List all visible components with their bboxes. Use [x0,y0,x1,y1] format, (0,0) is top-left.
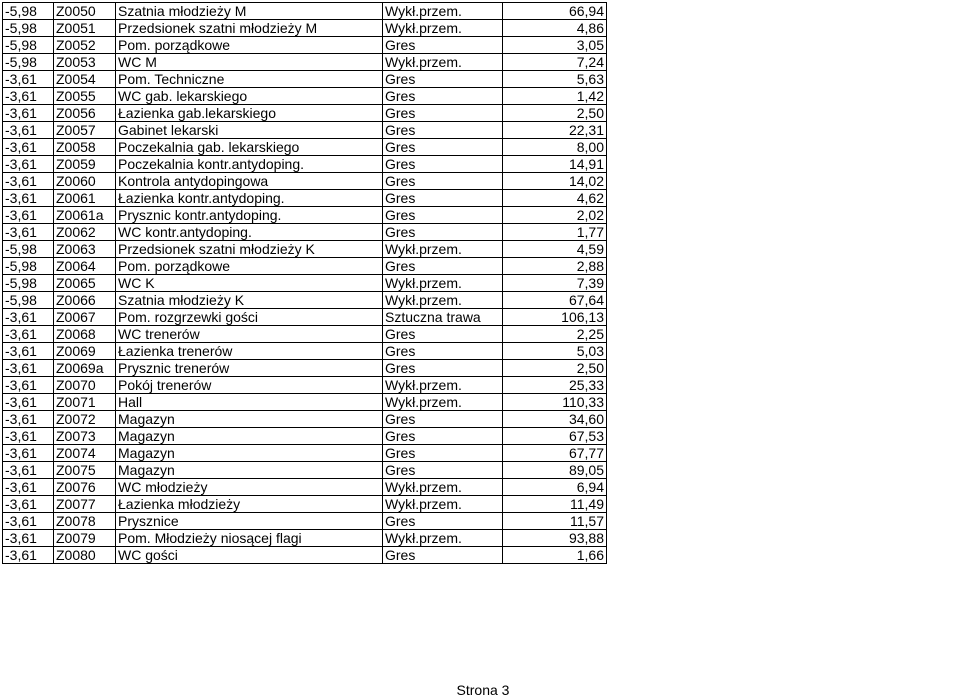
room-code-cell: Z0052 [54,37,116,54]
area-cell: 11,57 [503,513,607,530]
area-cell: 67,64 [503,292,607,309]
room-name-cell: WC kontr.antydoping. [116,224,383,241]
area-cell: 66,94 [503,3,607,20]
room-name-cell: Pokój trenerów [116,377,383,394]
table-row [3,207,607,224]
table-row [3,428,607,445]
room-code-cell: Z0062 [54,224,116,241]
area-cell: 14,91 [503,156,607,173]
room-name-cell: Przedsionek szatni młodzieży M [116,20,383,37]
floor-type-cell: Sztuczna trawa [383,309,503,326]
level-cell: -3,61 [3,530,54,547]
area-cell: 1,77 [503,224,607,241]
floor-type-cell: Gres [383,105,503,122]
level-cell: -5,98 [3,3,54,20]
table-row [3,190,607,207]
floor-type-cell: Wykł.przem. [383,479,503,496]
table-row [3,479,607,496]
table-row [3,360,607,377]
level-cell: -3,61 [3,479,54,496]
area-cell: 7,24 [503,54,607,71]
level-cell: -3,61 [3,360,54,377]
floor-type-cell: Gres [383,462,503,479]
level-cell: -3,61 [3,547,54,564]
room-name-cell: Prysznic kontr.antydoping. [116,207,383,224]
table-row [3,156,607,173]
room-code-cell: Z0060 [54,173,116,190]
table-row [3,71,607,88]
room-name-cell: Szatnia młodzieży M [116,3,383,20]
room-name-cell: WC gości [116,547,383,564]
room-code-cell: Z0059 [54,156,116,173]
level-cell: -3,61 [3,343,54,360]
table-row [3,343,607,360]
table-row [3,377,607,394]
level-cell: -5,98 [3,54,54,71]
room-name-cell: Gabinet lekarski [116,122,383,139]
level-cell: -3,61 [3,513,54,530]
table-row [3,275,607,292]
floor-type-cell: Gres [383,122,503,139]
area-cell: 106,13 [503,309,607,326]
room-code-cell: Z0067 [54,309,116,326]
floor-type-cell: Gres [383,343,503,360]
table-row [3,241,607,258]
floor-type-cell: Wykł.przem. [383,530,503,547]
room-name-cell: Poczekalnia gab. lekarskiego [116,139,383,156]
area-cell: 67,53 [503,428,607,445]
room-code-cell: Z0056 [54,105,116,122]
level-cell: -3,61 [3,377,54,394]
room-name-cell: Łazienka młodzieży [116,496,383,513]
area-cell: 25,33 [503,377,607,394]
room-code-cell: Z0057 [54,122,116,139]
level-cell: -3,61 [3,428,54,445]
room-code-cell: Z0068 [54,326,116,343]
floor-type-cell: Gres [383,326,503,343]
table-row [3,258,607,275]
table-row [3,462,607,479]
level-cell: -3,61 [3,445,54,462]
floor-type-cell: Gres [383,156,503,173]
area-cell: 89,05 [503,462,607,479]
room-name-cell: Łazienka kontr.antydoping. [116,190,383,207]
room-code-cell: Z0072 [54,411,116,428]
page-number: Strona 3 [456,682,510,698]
floor-type-cell: Gres [383,258,503,275]
room-name-cell: Magazyn [116,445,383,462]
area-cell: 93,88 [503,530,607,547]
room-code-cell: Z0069 [54,343,116,360]
room-name-cell: Hall [116,394,383,411]
floor-type-cell: Gres [383,445,503,462]
table-row [3,496,607,513]
level-cell: -5,98 [3,20,54,37]
room-name-cell: Magazyn [116,428,383,445]
floor-type-cell: Wykł.przem. [383,275,503,292]
level-cell: -3,61 [3,394,54,411]
room-name-cell: Pom. Techniczne [116,71,383,88]
floor-type-cell: Wykł.przem. [383,394,503,411]
room-code-cell: Z0063 [54,241,116,258]
room-code-cell: Z0078 [54,513,116,530]
floor-type-cell: Gres [383,224,503,241]
room-name-cell: Łazienka trenerów [116,343,383,360]
area-cell: 2,50 [503,105,607,122]
room-name-cell: Pom. rozgrzewki gości [116,309,383,326]
table-row [3,445,607,462]
level-cell: -5,98 [3,258,54,275]
floor-type-cell: Gres [383,360,503,377]
room-code-cell: Z0071 [54,394,116,411]
table-row [3,326,607,343]
room-code-cell: Z0076 [54,479,116,496]
room-name-cell: WC młodzieży [116,479,383,496]
room-name-cell: Pom. porządkowe [116,37,383,54]
area-cell: 1,66 [503,547,607,564]
floor-type-cell: Gres [383,513,503,530]
floor-type-cell: Gres [383,88,503,105]
table-row [3,37,607,54]
floor-type-cell: Gres [383,37,503,54]
area-cell: 1,42 [503,88,607,105]
area-cell: 2,25 [503,326,607,343]
room-code-cell: Z0073 [54,428,116,445]
level-cell: -3,61 [3,224,54,241]
floor-type-cell: Wykł.przem. [383,241,503,258]
table-row [3,139,607,156]
room-code-cell: Z0053 [54,54,116,71]
area-cell: 3,05 [503,37,607,54]
table-row [3,530,607,547]
area-cell: 22,31 [503,122,607,139]
area-cell: 110,33 [503,394,607,411]
level-cell: -3,61 [3,71,54,88]
table-row [3,411,607,428]
level-cell: -3,61 [3,88,54,105]
area-cell: 2,88 [503,258,607,275]
floor-type-cell: Gres [383,547,503,564]
level-cell: -3,61 [3,462,54,479]
room-code-cell: Z0055 [54,88,116,105]
level-cell: -5,98 [3,37,54,54]
area-cell: 6,94 [503,479,607,496]
room-name-cell: WC trenerów [116,326,383,343]
area-cell: 2,50 [503,360,607,377]
rooms-table-body [3,3,607,564]
level-cell: -3,61 [3,173,54,190]
room-name-cell: Pom. Młodzieży niosącej flagi [116,530,383,547]
level-cell: -3,61 [3,122,54,139]
room-code-cell: Z0061a [54,207,116,224]
room-code-cell: Z0066 [54,292,116,309]
level-cell: -3,61 [3,411,54,428]
area-cell: 14,02 [503,173,607,190]
table-row [3,513,607,530]
floor-type-cell: Wykł.przem. [383,292,503,309]
room-name-cell: Przedsionek szatni młodzieży K [116,241,383,258]
floor-type-cell: Wykł.przem. [383,20,503,37]
room-code-cell: Z0061 [54,190,116,207]
room-code-cell: Z0051 [54,20,116,37]
floor-type-cell: Gres [383,411,503,428]
level-cell: -3,61 [3,309,54,326]
table-row [3,88,607,105]
floor-type-cell: Gres [383,173,503,190]
room-name-cell: Magazyn [116,462,383,479]
room-name-cell: Prysznice [116,513,383,530]
table-row [3,547,607,564]
rooms-table [2,2,607,564]
floor-type-cell: Wykł.przem. [383,377,503,394]
room-code-cell: Z0058 [54,139,116,156]
room-code-cell: Z0054 [54,71,116,88]
area-cell: 67,77 [503,445,607,462]
room-code-cell: Z0064 [54,258,116,275]
table-row [3,394,607,411]
table-row [3,3,607,20]
room-name-cell: WC gab. lekarskiego [116,88,383,105]
area-cell: 34,60 [503,411,607,428]
room-name-cell: WC M [116,54,383,71]
area-cell: 2,02 [503,207,607,224]
room-name-cell: WC K [116,275,383,292]
floor-type-cell: Wykł.przem. [383,496,503,513]
table-row [3,54,607,71]
table-row [3,224,607,241]
area-cell: 11,49 [503,496,607,513]
level-cell: -3,61 [3,156,54,173]
level-cell: -5,98 [3,292,54,309]
floor-type-cell: Gres [383,71,503,88]
area-cell: 5,03 [503,343,607,360]
floor-type-cell: Gres [383,139,503,156]
area-cell: 5,63 [503,71,607,88]
room-code-cell: Z0077 [54,496,116,513]
room-name-cell: Prysznic trenerów [116,360,383,377]
level-cell: -5,98 [3,275,54,292]
room-code-cell: Z0070 [54,377,116,394]
floor-type-cell: Gres [383,207,503,224]
room-name-cell: Poczekalnia kontr.antydoping. [116,156,383,173]
level-cell: -3,61 [3,496,54,513]
floor-type-cell: Wykł.przem. [383,54,503,71]
floor-type-cell: Wykł.przem. [383,3,503,20]
level-cell: -3,61 [3,139,54,156]
room-code-cell: Z0065 [54,275,116,292]
table-row [3,122,607,139]
room-code-cell: Z0069a [54,360,116,377]
table-row [3,309,607,326]
room-code-cell: Z0074 [54,445,116,462]
table-row [3,20,607,37]
area-cell: 4,86 [503,20,607,37]
table-row [3,292,607,309]
room-name-cell: Łazienka gab.lekarskiego [116,105,383,122]
room-name-cell: Pom. porządkowe [116,258,383,275]
room-code-cell: Z0080 [54,547,116,564]
area-cell: 4,62 [503,190,607,207]
level-cell: -3,61 [3,190,54,207]
level-cell: -3,61 [3,105,54,122]
floor-type-cell: Gres [383,428,503,445]
room-name-cell: Magazyn [116,411,383,428]
room-code-cell: Z0050 [54,3,116,20]
area-cell: 4,59 [503,241,607,258]
room-code-cell: Z0079 [54,530,116,547]
floor-type-cell: Gres [383,190,503,207]
area-cell: 7,39 [503,275,607,292]
level-cell: -3,61 [3,326,54,343]
table-row [3,105,607,122]
room-name-cell: Szatnia młodzieży K [116,292,383,309]
table-row [3,173,607,190]
area-cell: 8,00 [503,139,607,156]
level-cell: -3,61 [3,207,54,224]
level-cell: -5,98 [3,241,54,258]
room-code-cell: Z0075 [54,462,116,479]
room-name-cell: Kontrola antydopingowa [116,173,383,190]
